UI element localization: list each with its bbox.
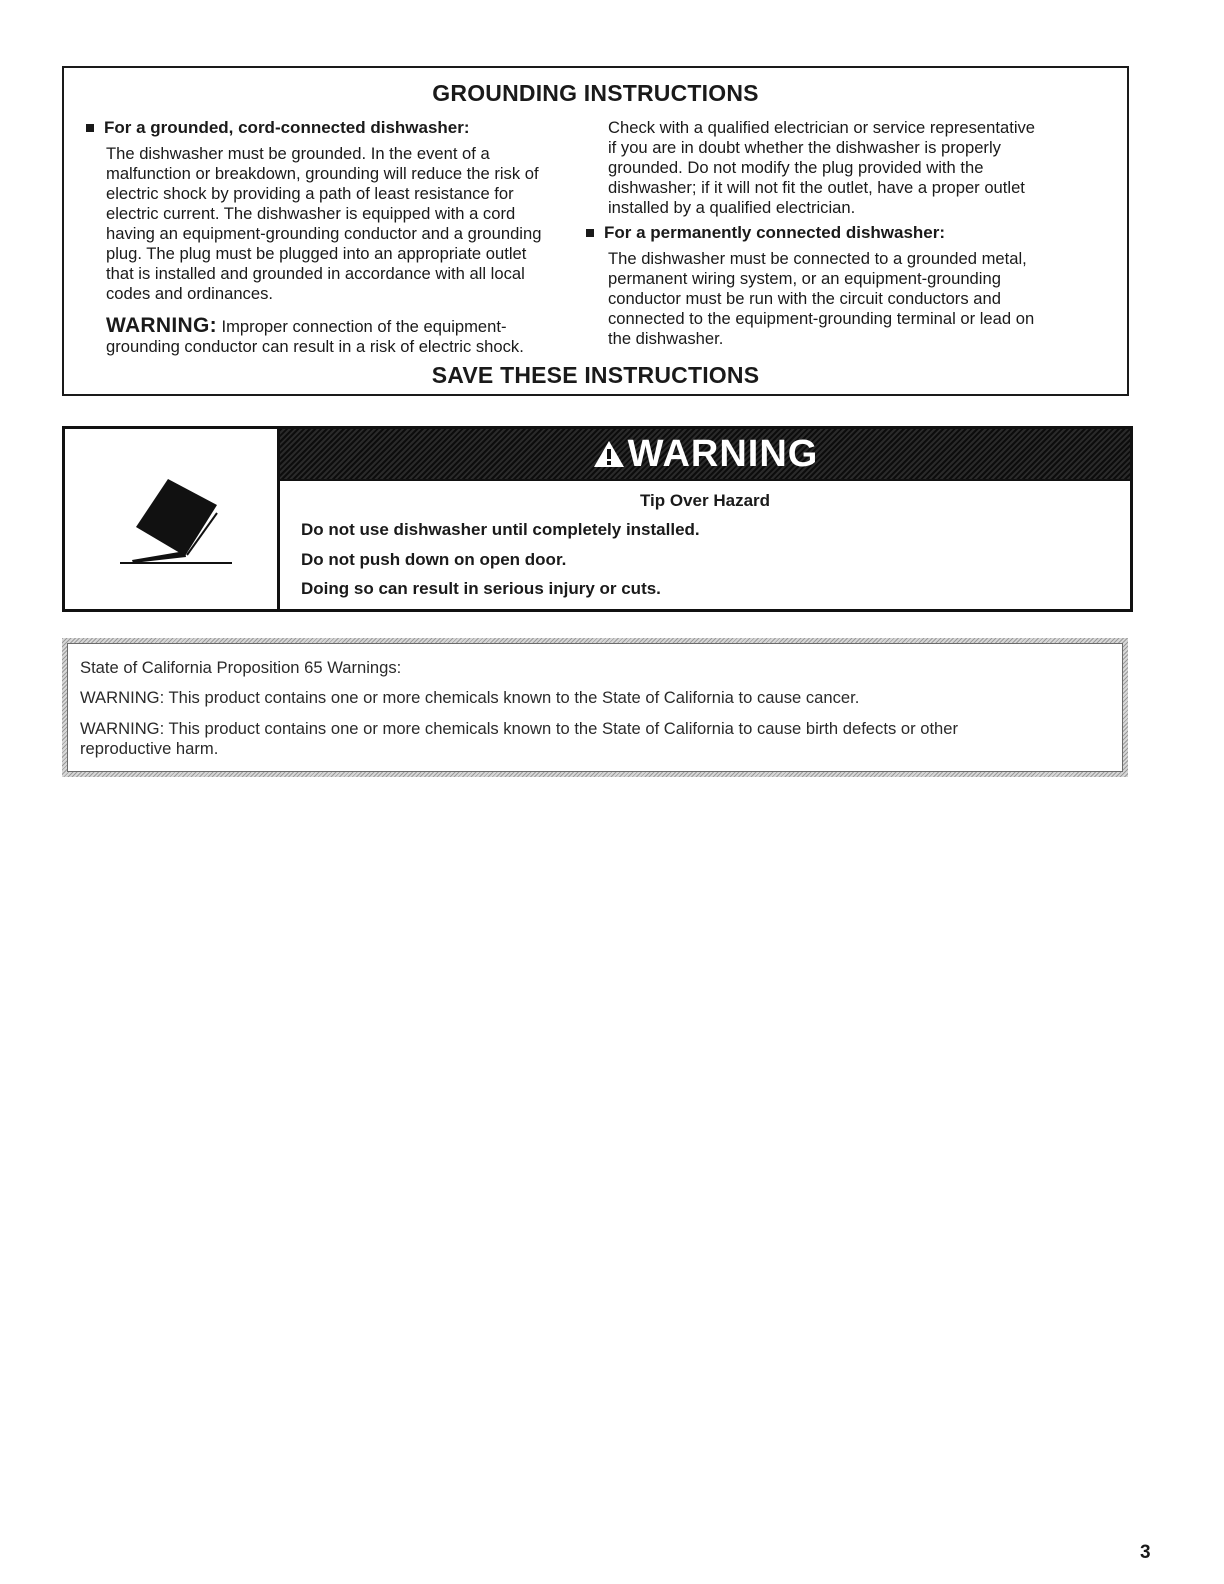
text-line: electric current. The dishwasher is equipped with a cord xyxy=(106,204,516,223)
bullet-square-icon xyxy=(586,229,594,237)
check-paragraph xyxy=(608,118,1108,218)
permanent-connection-heading-text: For a permanently connected dishwasher: xyxy=(604,223,946,242)
warning-banner xyxy=(280,429,1130,479)
text-line: codes and ordinances. xyxy=(106,284,273,303)
warning-triangle-icon xyxy=(592,439,626,469)
warning-label: WARNING: xyxy=(106,314,217,337)
permanent-connection-heading xyxy=(586,223,1108,243)
text-line: The dishwasher must be grounded. In the event of a xyxy=(106,144,490,163)
warning-banner-title xyxy=(592,433,819,476)
text-line: electric shock by providing a path of least resistance for xyxy=(106,184,514,203)
tip-over-hazard-title: Tip Over Hazard xyxy=(639,491,771,510)
save-instructions-title: SAVE THESE INSTRUCTIONS xyxy=(431,362,760,388)
proposition-65-cancer-warning: WARNING: This product contains one or more chemicals known to the State of California to cause cancer. xyxy=(80,688,860,707)
grounding-title: GROUNDING INSTRUCTIONS xyxy=(432,80,759,106)
text-line: malfunction or breakdown, grounding will reduce the risk of xyxy=(106,164,539,183)
tip-over-body xyxy=(280,479,1130,609)
text-line: dishwasher; if it will not fit the outlet, have a proper outlet xyxy=(608,178,1025,197)
tip-over-line-2: Do not push down on open door. xyxy=(301,550,567,569)
text-line: that is installed and grounded in accordance with all local xyxy=(106,264,525,283)
text-line: connected to the equipment-grounding terminal or lead on xyxy=(608,309,1035,328)
proposition-65-birth-warning xyxy=(80,719,1080,759)
proposition-65-box xyxy=(62,638,1128,777)
grounding-instructions-box xyxy=(62,66,1129,396)
permanent-connection-paragraph xyxy=(608,249,1108,349)
text-line: if you are in doubt whether the dishwasher is properly xyxy=(608,138,1001,157)
text-line: WARNING: This product contains one or more chemicals known to the State of California to cause birth defects or other xyxy=(80,719,959,738)
tip-over-hazard-icon xyxy=(65,429,277,609)
text-line: having an equipment-grounding conductor and a grounding xyxy=(106,224,542,243)
text-line: permanent wiring system, or an equipment-grounding xyxy=(608,269,1001,288)
page-number: 3 xyxy=(1140,1542,1151,1563)
tip-over-icon-cell xyxy=(65,429,280,609)
text-line: The dishwasher must be connected to a grounded metal, xyxy=(608,249,1027,268)
grounding-right-column xyxy=(604,118,1108,349)
warning-text-2: grounding conductor can result in a risk of electric shock. xyxy=(106,337,524,356)
bullet-square-icon xyxy=(86,124,94,132)
cord-connected-paragraph xyxy=(86,144,606,304)
cord-connected-heading xyxy=(86,118,606,138)
tip-over-line-1: Do not use dishwasher until completely installed. xyxy=(301,520,700,539)
tip-over-warning-box xyxy=(62,426,1133,612)
grounding-warning xyxy=(86,316,606,357)
text-line: Check with a qualified electrician or service representative xyxy=(608,118,1036,137)
text-line: the dishwasher. xyxy=(608,329,724,348)
grounding-left-column xyxy=(86,118,606,357)
tip-over-line-3: Doing so can result in serious injury or cuts. xyxy=(301,579,661,598)
warning-text: Improper connection of the equipment- xyxy=(216,317,507,336)
text-line: reproductive harm. xyxy=(80,739,219,758)
text-line: installed by a qualified electrician. xyxy=(608,198,856,217)
text-line: plug. The plug must be plugged into an appropriate outlet xyxy=(106,244,527,263)
proposition-65-inner xyxy=(67,643,1123,772)
text-line: grounded. Do not modify the plug provided with the xyxy=(608,158,984,177)
warning-banner-text: WARNING xyxy=(627,432,819,475)
cord-connected-heading-text: For a grounded, cord-connected dishwasher: xyxy=(104,118,470,137)
text-line: conductor must be run with the circuit conductors and xyxy=(608,289,1001,308)
proposition-65-heading: State of California Proposition 65 Warnings: xyxy=(80,658,402,677)
